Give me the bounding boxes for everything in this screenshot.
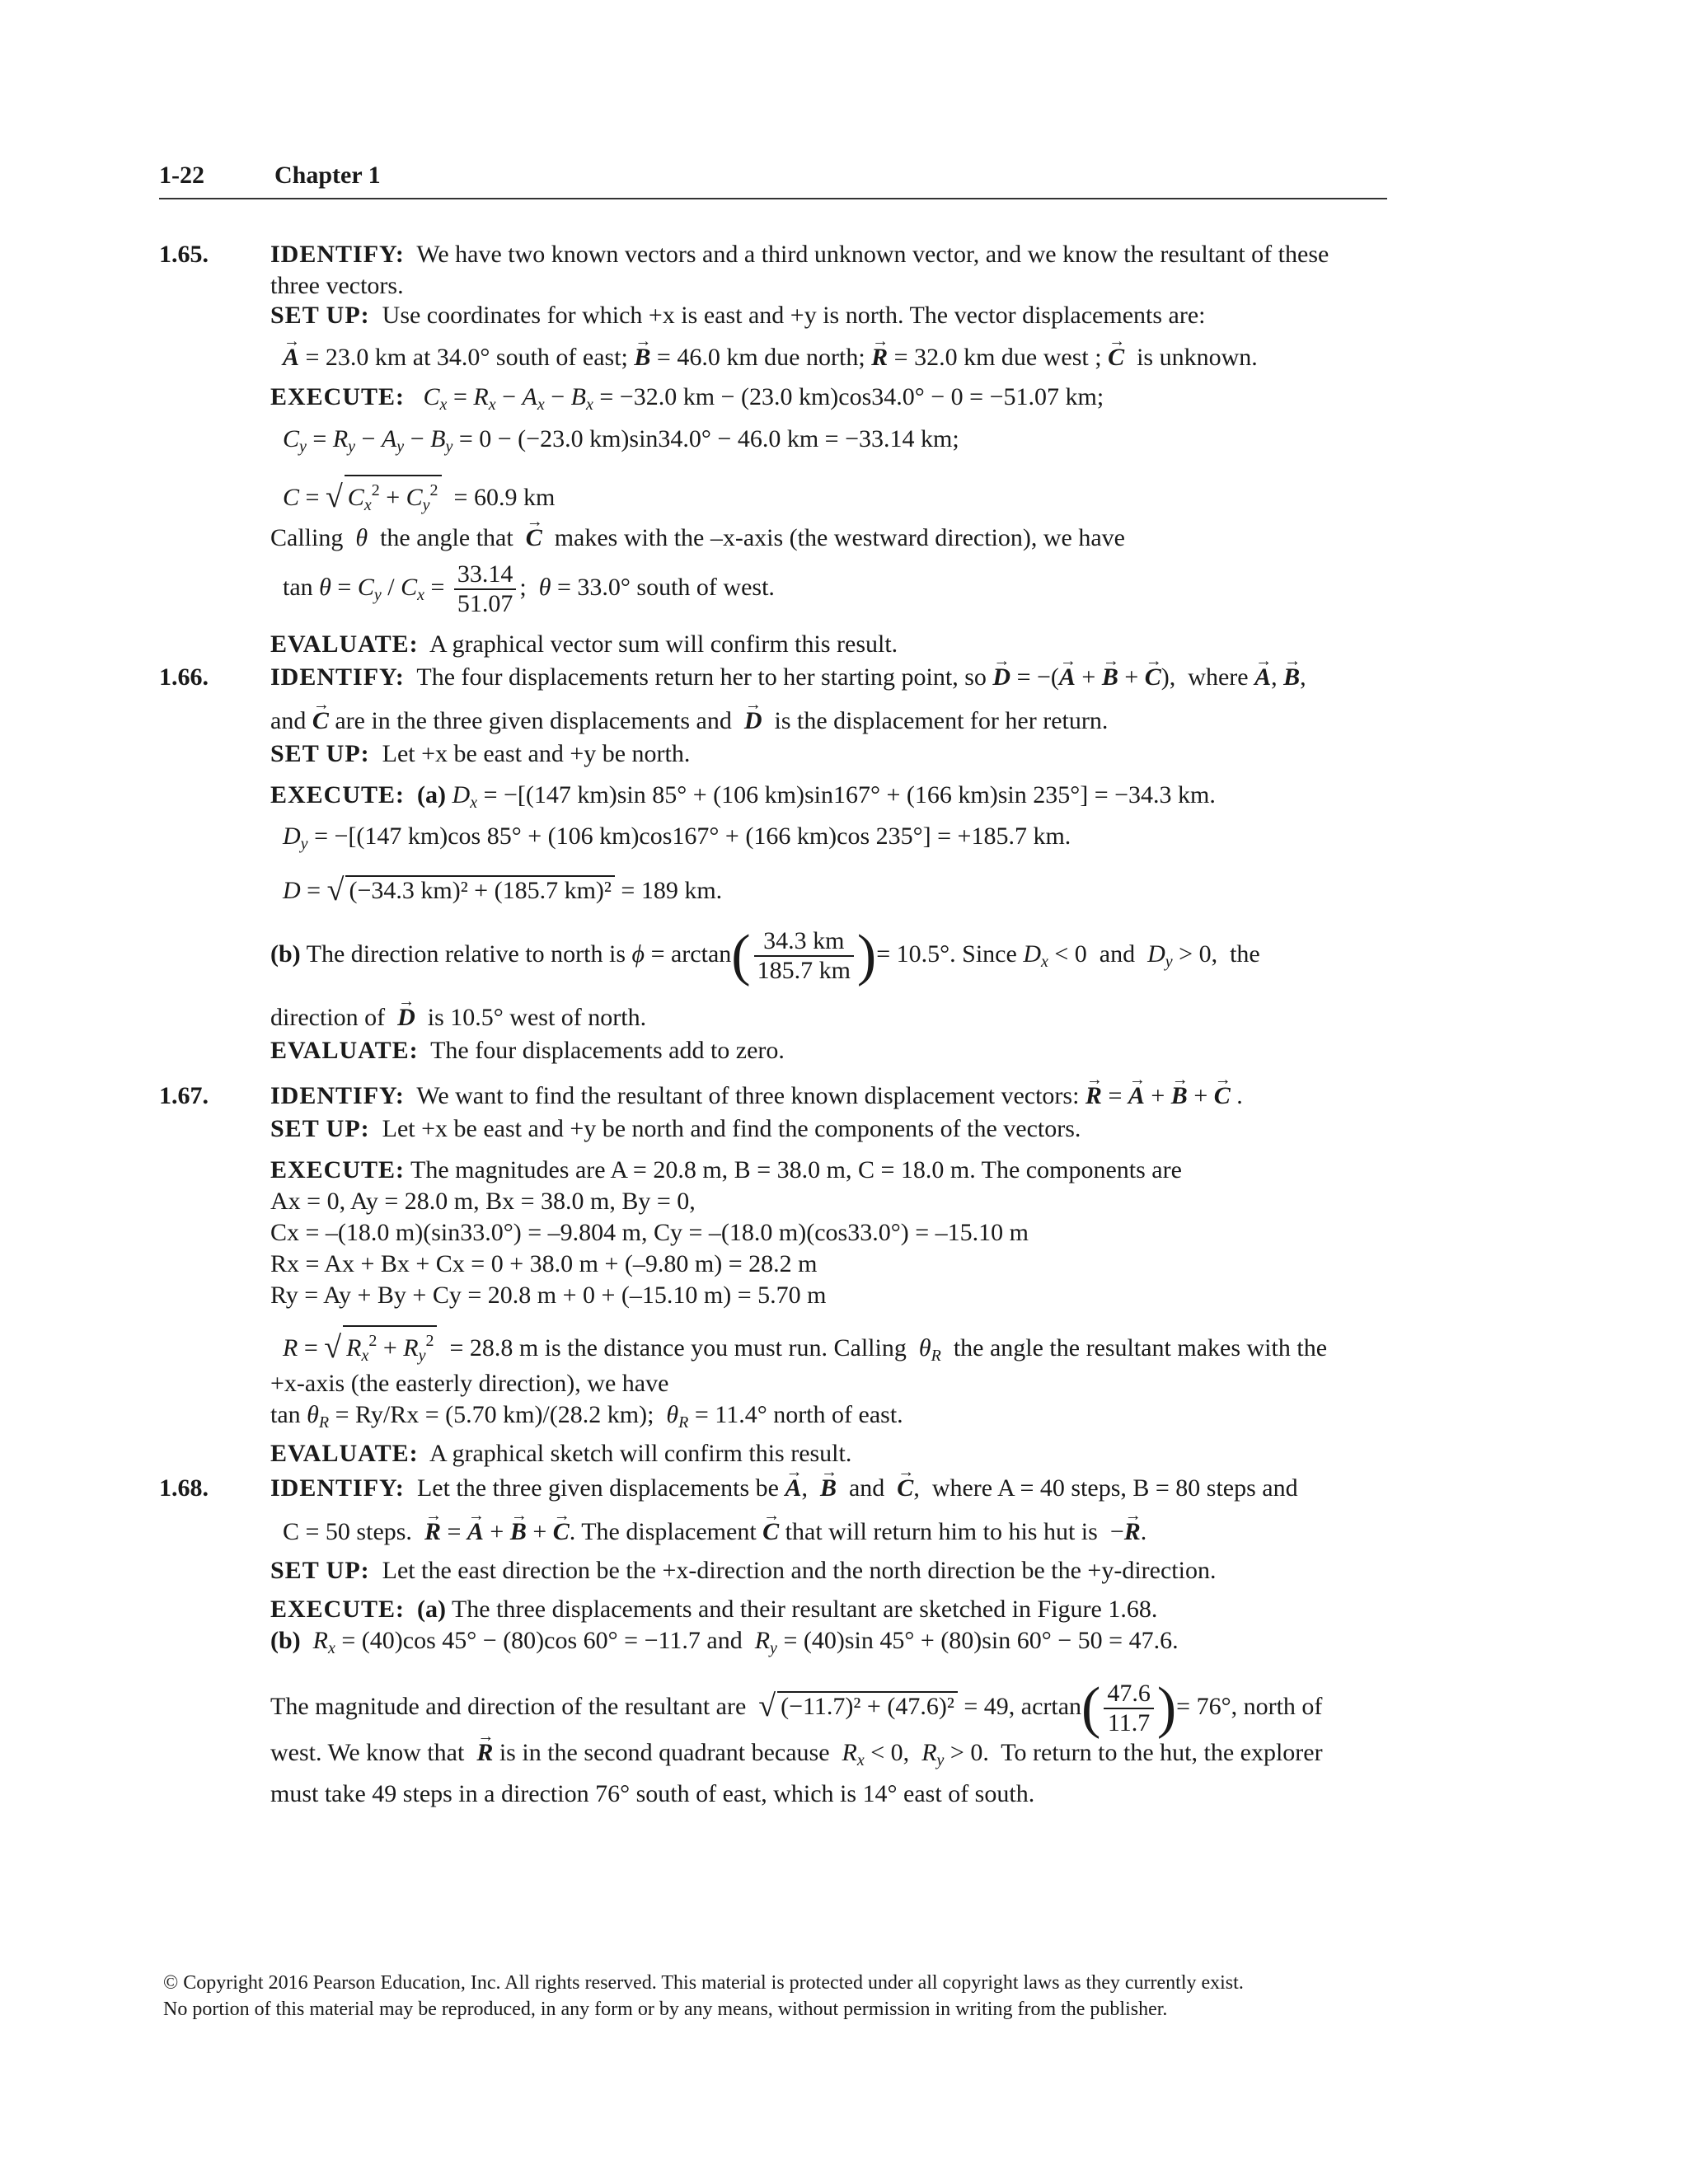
- execute-label: EXECUTE:: [270, 781, 406, 808]
- vector-r: → R: [424, 1518, 441, 1546]
- direction-result: = 10.5°. Since: [876, 940, 1017, 968]
- vector-r: → R: [476, 1739, 493, 1767]
- r-magnitude: R = √ $R_x^2 + R_y^2 = 28.8$ m is the distance you must run. Calling $\theta_R$ the angle the resultant makes with the: [283, 1325, 1327, 1370]
- setup-text: Let +x be east and +y be north and find the components of the vectors.: [382, 1115, 1081, 1142]
- evaluate-line: [270, 1440, 851, 1468]
- execute-label: EXECUTE:: [270, 1156, 406, 1183]
- ry-eq: = (40)sin 45° + (80)sin 60° − 50 = 47.6.: [783, 1627, 1179, 1654]
- vector-d: → D: [992, 663, 1010, 691]
- execute-line: [270, 1156, 1182, 1184]
- direction-text-2: is 10.5° west of north.: [427, 1004, 647, 1031]
- vector-d: → D: [744, 707, 762, 735]
- dx-eq: = −[(147 km)sin 85° + (106 km)sin167° + (166 km)sin 235°] = −34.3 km.: [483, 781, 1216, 808]
- vector-c: → C: [553, 1518, 570, 1546]
- identify-label: IDENTIFY:: [270, 241, 405, 268]
- cy-eq: = 0 − (−23.0 km)sin34.0° − 46.0 km = −33.14 km;: [458, 425, 959, 452]
- magnitude-line: The magnitude and direction of the resultant are √ (−11.7)² + (47.6)² = 49, acrtan( $\frac{47.6}{11.7}$ )= 76°, north of: [270, 1676, 1323, 1740]
- components-line: Cx = –(18.0 m)(sin33.0°) = –9.804 m, Cy = –(18.0 m)(cos33.0°) = –15.10 m: [270, 1219, 1029, 1246]
- identify-line-2: and → C are in the three given displacements and → D is the displacement for her return.: [270, 707, 1108, 735]
- running-header: [159, 162, 1387, 199]
- quadrant-text-b: is in the second quadrant because: [499, 1739, 830, 1766]
- identify-text: The four displacements return her to her starting point, so: [416, 663, 987, 691]
- vector-r: → R: [871, 344, 888, 372]
- tan-denominator: 51.07: [457, 590, 513, 617]
- dy-line: $D_y = -[(147$ km)cos 85° + (106 km)cos167° + (166 km)cos 235°] = +185.7 km.: [283, 823, 1071, 853]
- evaluate-text: A graphical vector sum will confirm this result.: [429, 630, 898, 658]
- identify-text-2: are in the three given displacements and: [335, 707, 732, 734]
- vector-c: → C: [897, 1474, 913, 1502]
- vector-a: → A: [1059, 663, 1076, 691]
- vector-a: → A: [785, 1474, 801, 1502]
- given-a: = 23.0 km at 34.0° south of east;: [305, 344, 628, 371]
- setup-text: Use coordinates for which +x is east and +y is north. The vector displacements are:: [382, 302, 1206, 329]
- vector-r: → R: [1124, 1518, 1141, 1546]
- magnitude-text: The magnitude and direction of the resultant are: [270, 1692, 747, 1720]
- evaluate-text: The four displacements add to zero.: [430, 1037, 785, 1064]
- c-magnitude: C = √ $C_x^2 + C_y^2 = 60.9$ km: [283, 475, 555, 519]
- execute-text: The magnitudes are A = 20.8 m, B = 38.0 m, C = 18.0 m. The components are: [410, 1156, 1182, 1183]
- d-mag-expr: (−34.3 km)² + (185.7 km)²: [345, 875, 614, 905]
- vector-c: → C: [312, 707, 329, 735]
- identify-label: IDENTIFY:: [270, 1082, 405, 1109]
- identify-text-2c: that will return him to his hut is: [785, 1518, 1098, 1545]
- evaluate-label: EVALUATE:: [270, 1440, 419, 1467]
- evaluate-line: [270, 1037, 785, 1065]
- identify-text: We have two known vectors and a third unknown vector, and we know the resultant of these: [416, 241, 1329, 268]
- execute-line: EXECUTE: $C_x = R_x - A_x - B_x = -32.0$ km − (23.0 km)cos34.0° − 0 = −51.07 km;: [270, 383, 1104, 414]
- identify-tail: where: [1188, 663, 1249, 691]
- theta-result: = 33.0° south of west.: [557, 573, 775, 601]
- identify-line: IDENTIFY: We want to find the resultant of three known displacement vectors: → R = → A + → B + → C .: [270, 1082, 1243, 1110]
- atan-result: = 76°, north of: [1176, 1692, 1323, 1720]
- vector-b: → B: [1283, 663, 1300, 691]
- atan-fraction: [1104, 1680, 1154, 1737]
- axis-line: +x-axis (the easterly direction), we have: [270, 1370, 669, 1397]
- setup-label: SET UP:: [270, 1557, 370, 1584]
- calling-text: the angle that: [380, 524, 513, 551]
- atan-numerator: 47.6: [1104, 1680, 1154, 1709]
- execute-text: The three displacements and their resultant are sketched in Figure 1.68.: [451, 1596, 1158, 1623]
- setup-label: SET UP:: [270, 740, 370, 767]
- vector-b: → B: [510, 1518, 527, 1546]
- vector-r: → R: [1085, 1082, 1102, 1110]
- identify-text: We want to find the resultant of three known displacement vectors:: [416, 1082, 1080, 1109]
- tan-line: $\tan \theta_R = Ry/Rx = (5.70$ km)/(28.2 km); $\theta_R = 11.4^\circ$ north of east.: [270, 1401, 903, 1432]
- evaluate-line: [270, 630, 898, 658]
- tan-line: $\tan \theta = C_y / C_x$ = $\frac{33.14}{51.07}$ ; θ = 33.0° south of west.: [283, 560, 775, 617]
- problem-number: 1.68.: [159, 1474, 209, 1502]
- rx-line: Rx = Ax + Bx + Cx = 0 + 38.0 m + (–9.80 m) = 28.2 m: [270, 1250, 818, 1277]
- identify-label: IDENTIFY:: [270, 1474, 405, 1502]
- ry-line: Ry = Ay + By + Cy = 20.8 m + 0 + (–15.10 m) = 5.70 m: [270, 1282, 827, 1309]
- given-b: = 46.0 km due north;: [656, 344, 865, 371]
- d-magnitude: D = √ (−34.3 km)² + (185.7 km)² = 189 km.: [283, 873, 723, 907]
- vector-c: → C: [1145, 663, 1161, 691]
- direction-fraction: [754, 927, 854, 985]
- direction-line-2: direction of → D is 10.5° west of north.: [270, 1004, 646, 1032]
- quadrant-text: west. We know that: [270, 1739, 465, 1766]
- direction-numerator: 34.3 km: [754, 927, 854, 957]
- identify-label: IDENTIFY:: [270, 663, 405, 691]
- c-mag-value: = 60.9 km: [453, 484, 556, 511]
- cx-eq: = −32.0 km − (23.0 km)cos34.0° − 0 = −51.07 km;: [599, 383, 1104, 410]
- quadrant-text-c: To return to the hut, the explorer: [1001, 1739, 1323, 1766]
- magnitude-expr: (−11.7)² + (47.6)²: [777, 1691, 958, 1721]
- setup-text: Let the east direction be the +x-direction and the north direction be the +y-direction.: [382, 1557, 1217, 1584]
- vector-d: → D: [397, 1004, 415, 1032]
- cy-line: $C_y = R_y - A_y - B_y = 0 - (-23.0$ km)sin34.0° − 46.0 km = −33.14 km;: [283, 425, 959, 456]
- page-number: 1-22: [159, 162, 204, 189]
- evaluate-label: EVALUATE:: [270, 1037, 419, 1064]
- copyright-line-2: No portion of this material may be reproduced, in any form or by any means, without permission in writing from the publisher.: [163, 1999, 1168, 2020]
- setup-line: [270, 740, 690, 768]
- vector-a: → A: [1254, 663, 1271, 691]
- d-mag-result: = 189 km.: [621, 877, 723, 904]
- identify-tail-2: is the displacement for her return.: [774, 707, 1109, 734]
- calling-line: Calling θ the angle that → C makes with the –x-axis (the westward direction), we have: [270, 524, 1125, 552]
- setup-line: [270, 302, 1206, 330]
- tan-fraction: [454, 560, 517, 618]
- identify-text-2: C = 50 steps.: [283, 1518, 412, 1545]
- r-mag-text-2: the angle the resultant makes with the: [953, 1334, 1328, 1361]
- vector-c: → C: [526, 524, 542, 552]
- identify-line-2: three vectors.: [270, 272, 404, 299]
- tan-numerator: 33.14: [454, 560, 517, 590]
- magnitude-result: = 49, acrtan: [964, 1692, 1082, 1720]
- vector-b: → B: [1102, 663, 1118, 691]
- vector-c: → C: [1108, 344, 1124, 372]
- components-line: (b) $R_x = (40)\cos$ 45° − (80)cos 60° = −11.7 and $R_y = (40)\sin$ 45° + (80)sin 60° − 50 = 47.6.: [270, 1627, 1179, 1657]
- identify-text-b: where A = 40 steps, B = 80 steps and: [931, 1474, 1298, 1502]
- given-r: = 32.0 km due west ;: [893, 344, 1102, 371]
- direction-tail: the: [1230, 940, 1260, 968]
- identify-text-2b: The displacement: [581, 1518, 757, 1545]
- evaluate-label: EVALUATE:: [270, 630, 419, 658]
- execute-label: EXECUTE:: [270, 1596, 406, 1623]
- chapter-title: Chapter 1: [274, 162, 381, 189]
- theta-r-result: = 11.4° north of east.: [694, 1401, 903, 1428]
- given-c: is unknown.: [1137, 344, 1258, 371]
- tan-eq: = Ry/Rx = (5.70 km)/(28.2 km);: [335, 1401, 654, 1428]
- execute-label: EXECUTE:: [270, 383, 406, 410]
- calling-text-2: makes with the –x-axis (the westward direction), we have: [554, 524, 1125, 551]
- identify-line: [270, 241, 1329, 269]
- copyright-line-1: © Copyright 2016 Pearson Education, Inc. All rights reserved. This material is protected under all copyright laws as they currently exist.: [163, 1972, 1244, 1994]
- vector-c: → C: [1214, 1082, 1231, 1110]
- direction-line: (b) The direction relative to north is ϕ = arctan( $\frac{34.3 km}{185.7 km}$ )= 10.5°. Since $D_x < 0$ and $D_y > 0$, the: [270, 924, 1260, 987]
- identify-line-2: C = 50 steps. → R = → A + → B + → C. The displacement → C that will return him to his hut is −→ R.: [283, 1518, 1146, 1546]
- vector-c: → C: [762, 1518, 779, 1546]
- r-mag-text: = 28.8 m is the distance you must run. Calling: [449, 1334, 907, 1361]
- given-vectors: [283, 344, 1258, 372]
- setup-line: [270, 1557, 1216, 1585]
- atan-denominator: 11.7: [1107, 1709, 1151, 1736]
- problem-number: 1.67.: [159, 1082, 209, 1109]
- identify-line: IDENTIFY: The four displacements return her to her starting point, so → D = −(→ A + → B + → C), where → A, → B,: [270, 663, 1306, 691]
- evaluate-text: A graphical sketch will confirm this result.: [429, 1440, 852, 1467]
- direction-text: The direction relative to north is: [306, 940, 626, 968]
- direction-denominator: 185.7 km: [757, 957, 851, 984]
- components-line: Ax = 0, Ay = 28.0 m, Bx = 38.0 m, By = 0,: [270, 1188, 696, 1215]
- execute-line: EXECUTE: (a) The three displacements and their resultant are sketched in Figure 1.68.: [270, 1596, 1158, 1623]
- final-line: must take 49 steps in a direction 76° south of east, which is 14° east of south.: [270, 1780, 1035, 1807]
- vector-a: → A: [283, 344, 299, 372]
- problem-number: 1.65.: [159, 241, 209, 268]
- setup-line: [270, 1115, 1081, 1143]
- vector-b: → B: [820, 1474, 837, 1502]
- setup-text: Let +x be east and +y be north.: [382, 740, 691, 767]
- problem-number: 1.66.: [159, 663, 209, 691]
- copyright-footer: [163, 1970, 1244, 2022]
- setup-label: SET UP:: [270, 302, 370, 329]
- vector-a: → A: [467, 1518, 484, 1546]
- execute-line: EXECUTE: (a) $D_x = -[(147$ km)sin 85° + (106 km)sin167° + (166 km)sin 235°] = −34.3 km.: [270, 781, 1216, 812]
- dy-eq: = −[(147 km)cos 85° + (106 km)cos167° + (166 km)cos 235°] = +185.7 km.: [314, 823, 1071, 850]
- vector-b: → B: [1171, 1082, 1188, 1110]
- vector-b: → B: [634, 344, 650, 372]
- rx-eq: = (40)cos 45° − (80)cos 60° = −11.7 and: [341, 1627, 743, 1654]
- identify-text: Let the three given displacements be: [416, 1474, 779, 1502]
- vector-a: → A: [1128, 1082, 1145, 1110]
- identify-line: IDENTIFY: Let the three given displacements be → A, → B and → C, where A = 40 steps, B = 80 steps and: [270, 1474, 1298, 1502]
- quadrant-line: west. We know that → R is in the second quadrant because $R_x < 0$, $R_y > 0$. To return to the hut, the explorer: [270, 1739, 1323, 1774]
- setup-label: SET UP:: [270, 1115, 370, 1142]
